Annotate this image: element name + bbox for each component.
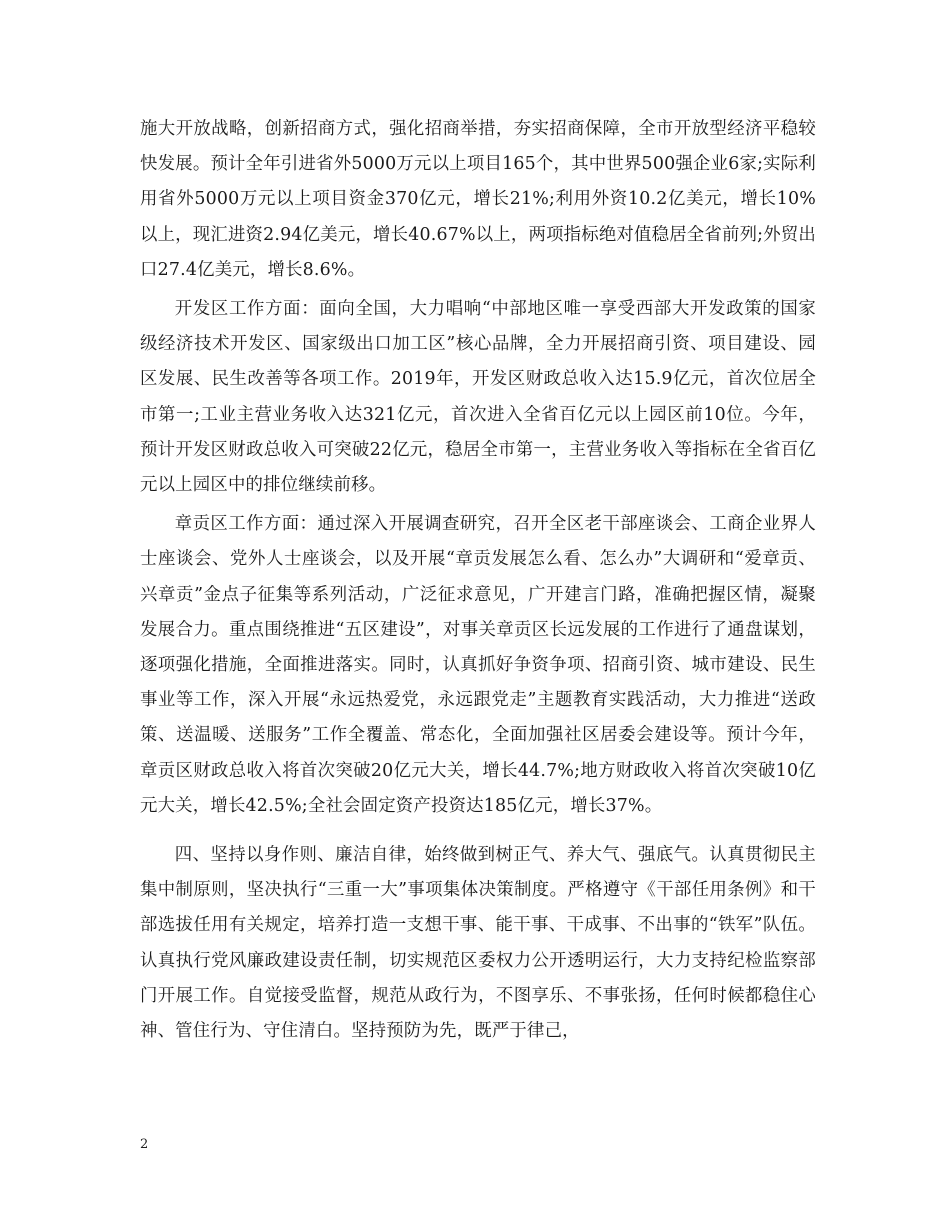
page-number: 2 [140,1137,149,1152]
document-body [140,112,816,1049]
paragraph-self-discipline: 四、坚持以身作则、廉洁自律，始终做到树正气、养大气、强底气。认真贯彻民主集中制原则，坚决执行“三重一大”事项集体决策制度。严格遵守《干部任用条例》和干部选拔任用有关规定，培养打造一支想干事、能干事、干成事、不出事的“铁军”队伍。认真执行党风廉政建设责任制，切实规范区委权力公开透明运行，大力支持纪检监察部门开展工作。自觉接受监督，规范从政行为，不图享乐、不事张扬，任何时候都稳住心神、管住行为、守住清白。坚持预防为先，既严于律己， [140,845,816,1042]
paragraph-zhanggong-district: 章贡区工作方面：通过深入开展调查研究，召开全区老干部座谈会、工商企业界人士座谈会、党外人士座谈会，以及开展“章贡发展怎么看、怎么办”大调研和“爱章贡、兴章贡”金点子征集等系列活动，广泛征求意见，广开建言门路，准确把握区情，凝聚发展合力。重点围绕推进“五区建设”，对事关章贡区长远发展的工作进行了通盘谋划，逐项强化措施，全面推进落实。同时，认真抓好争资争项、招商引资、城市建设、民生事业等工作，深入开展“永远热爱党，永远跟党走”主题教育实践活动，大力推进“送政策、送温暖、送服务”工作全覆盖、常态化，全面加强社区居委会建设等。预计今年，章贡区财政总收入将首次突破20亿元大关，增长44.7%;地方财政收入将首次突破10亿元大关，增长42.5%;全社会固定资产投资达185亿元，增长37%。 [140,514,816,816]
paragraph-development-zone: 开发区工作方面：面向全国，大力唱响“中部地区唯一享受西部大开发政策的国家级经济技术开发区、国家级出口加工区”核心品牌，全力开展招商引资、项目建设、园区发展、民生改善等各项工作。2019年，开发区财政总收入达15.9亿元，首次位居全市第一;工业主营业务收入达321亿元，首次进入全省百亿元以上园区前10位。今年，预计开发区财政总收入可突破22亿元，稳居全市第一，主营业务收入等指标在全省百亿元以上园区中的排位继续前移。 [140,299,816,496]
paragraph-open-economy: 施大开放战略，创新招商方式，强化招商举措，夯实招商保障，全市开放型经济平稳较快发展。预计全年引进省外5000万元以上项目165个，其中世界500强企业6家;实际利用省外5000万元以上项目资金370亿元，增长21%;利用外资10.2亿美元，增长10%以上，现汇进资2.94亿美元，增长40.67%以上，两项指标绝对值稳居全省前列;外贸出口27.4亿美元，增长8.6%。 [140,119,816,280]
